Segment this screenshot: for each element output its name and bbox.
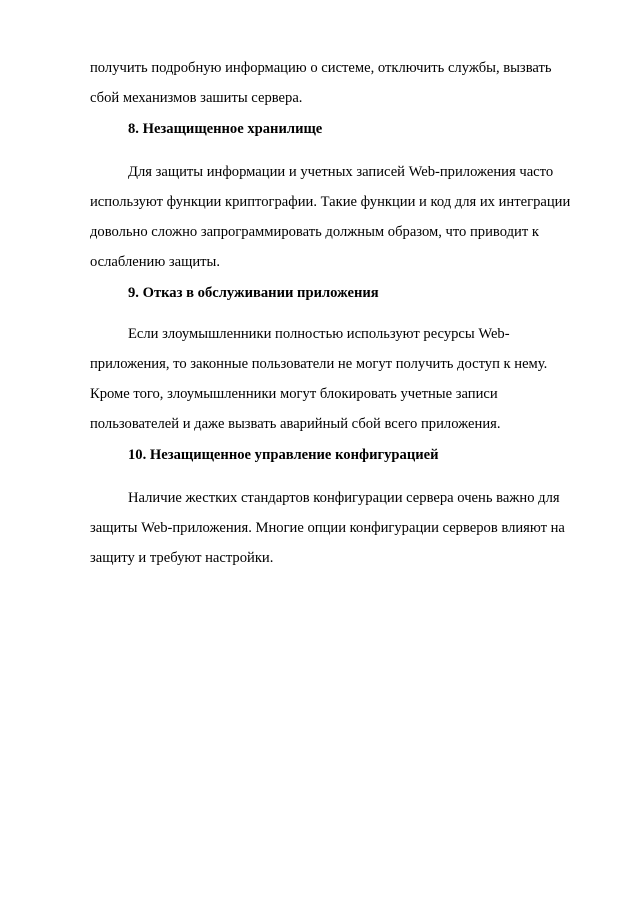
paragraph-line: получить подробную информацию о системе, отключить службы, вызвать (90, 60, 552, 76)
paragraph-line: довольно сложно запрограммировать должным образом, что приводит к (90, 224, 539, 240)
paragraph-line: Кроме того, злоумышленники могут блокировать учетные записи (90, 386, 498, 402)
paragraph-line: ослаблению защиты. (90, 254, 221, 270)
paragraph-line: защиты Web-приложения. Многие опции конфигурации серверов влияют на (90, 520, 565, 536)
paragraph-line: приложения, то законные пользователи не могут получить доступ к нему. (90, 356, 548, 372)
section-heading-9: 9. Отказ в обслуживании приложения (128, 285, 379, 301)
section-heading-8: 8. Незащищенное хранилище (128, 121, 323, 137)
paragraph-line: Для защиты информации и учетных записей Web-приложения часто (128, 164, 554, 180)
paragraph-line: Если злоумышленники полностью используют ресурсы Web- (128, 326, 510, 342)
paragraph-line: пользователей и даже вызвать аварийный сбой всего приложения. (90, 416, 501, 432)
paragraph-line: используют функции криптографии. Такие функции и код для их интеграции (90, 194, 571, 210)
paragraph-line: сбой механизмов зашиты сервера. (90, 90, 303, 106)
section-heading-10: 10. Незащищенное управление конфигурацией (128, 447, 439, 463)
paragraph-line: защиту и требуют настройки. (90, 550, 274, 566)
paragraph-line: Наличие жестких стандартов конфигурации сервера очень важно для (128, 490, 560, 506)
